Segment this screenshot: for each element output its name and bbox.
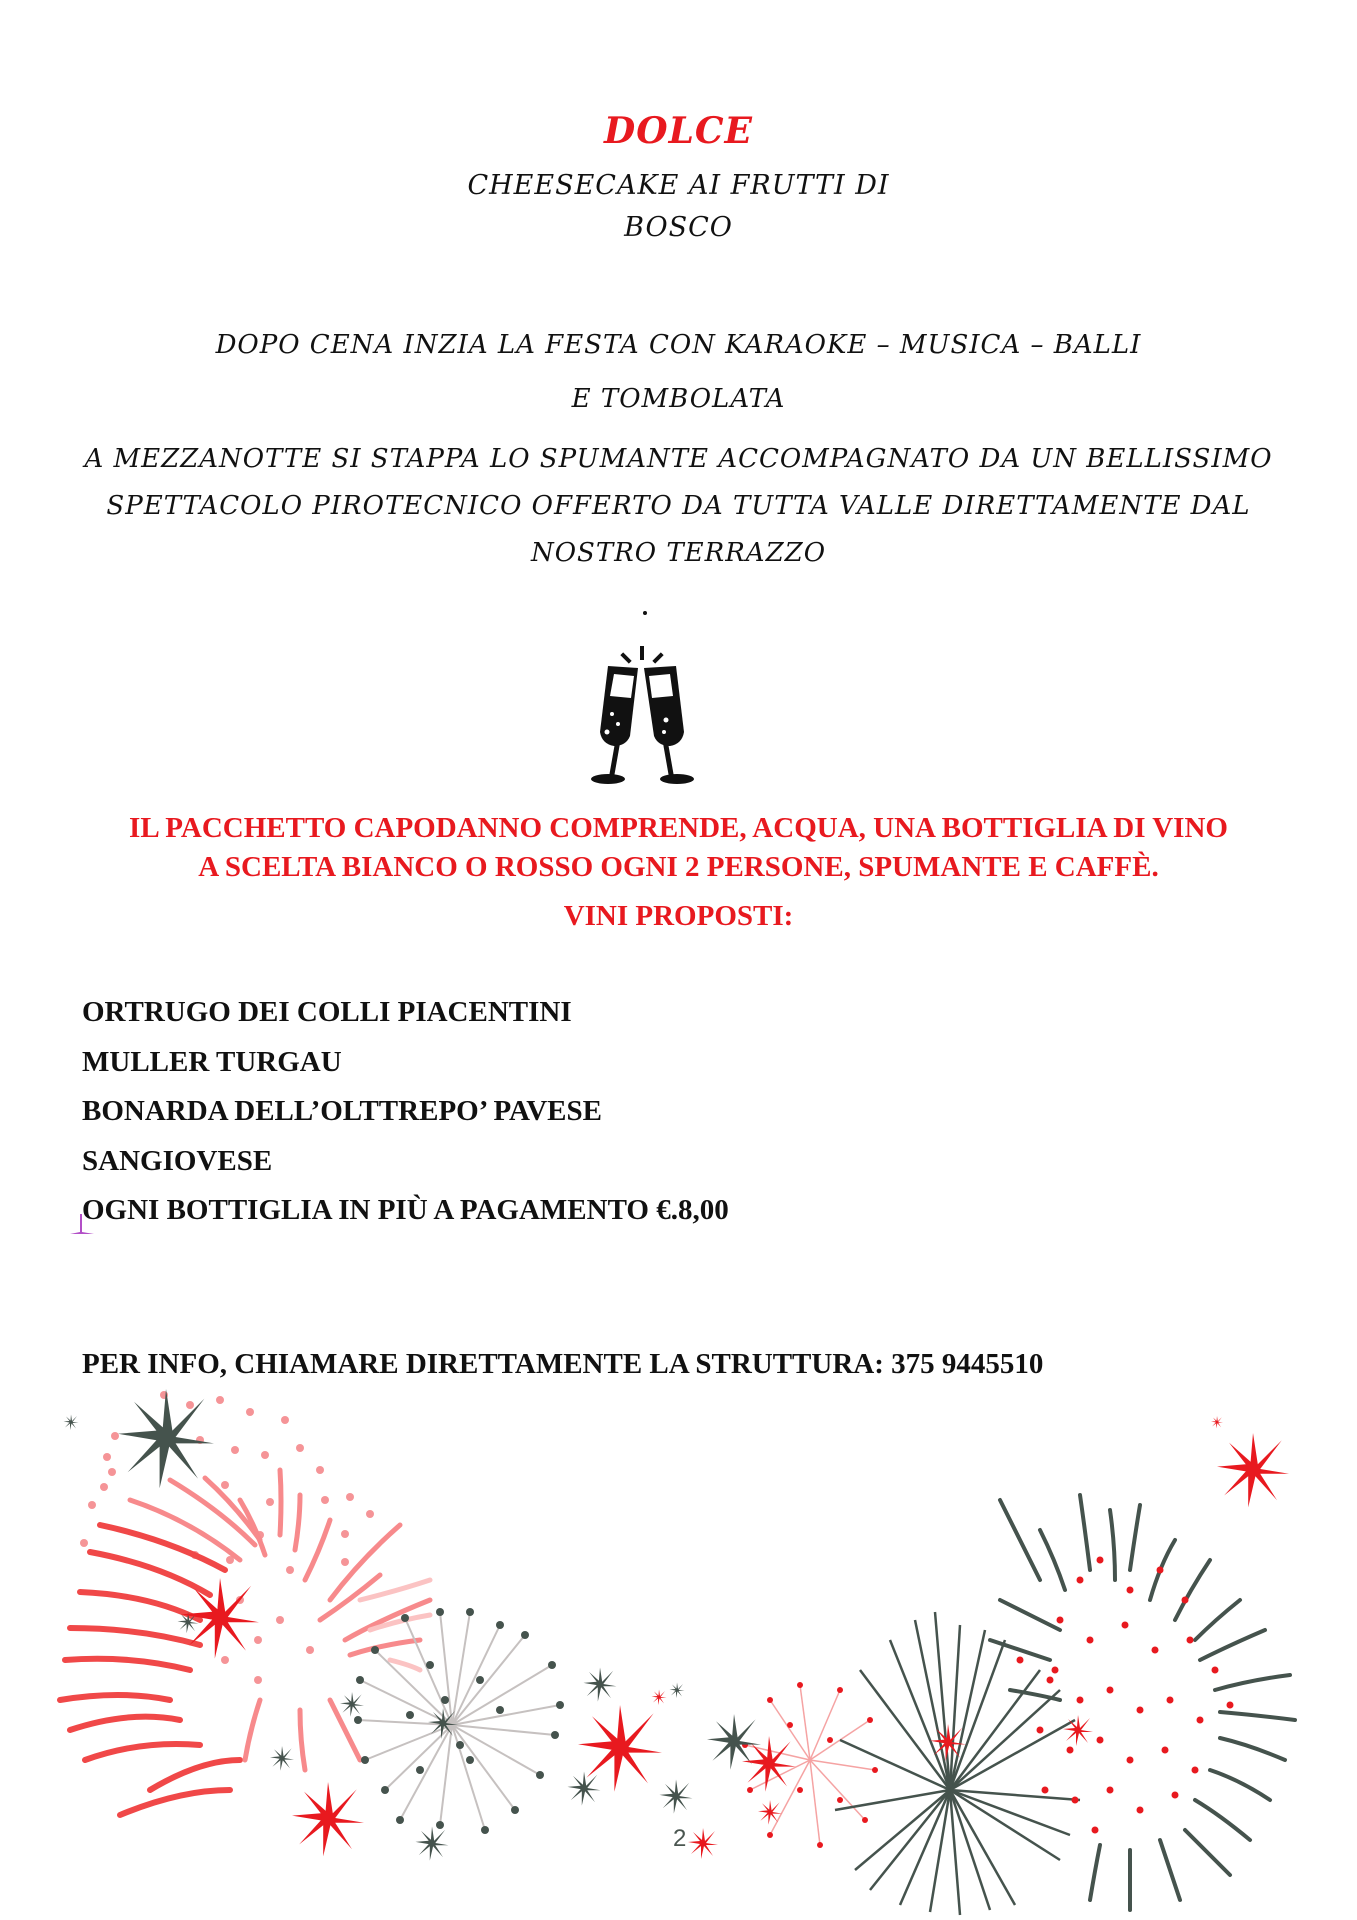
wine-item: ORTRUGO DEI COLLI PIACENTINI [82, 996, 572, 1028]
wines-heading: VINI PROPOSTI: [563, 900, 794, 932]
party-line-4: SPETTACOLO PIROTECNICO OFFERTO DA TUTTA VALLE DIRETTAMENTE DAL [106, 491, 1251, 521]
wine-item: BONARDA DELL’OLTTREPO’ PAVESE [82, 1095, 602, 1127]
dessert-item-line-1: CHEESECAKE AI FRUTTI DI [467, 170, 890, 201]
party-line-1: DOPO CENA INZIA LA FESTA CON KARAOKE – MUSICA – BALLI [215, 330, 1142, 360]
champagne-glasses-toast-icon [586, 646, 698, 786]
wine-item: MULLER TURGAU [82, 1045, 342, 1078]
party-line-3: A MEZZANOTTE SI STAPPA LO SPUMANTE ACCOMPAGNATO DA UN BELLISSIMO [84, 444, 1273, 474]
dessert-heading: DOLCE [604, 110, 753, 152]
package-line-2: A SCELTA BIANCO O ROSSO OGNI 2 PERSONE, SPUMANTE E CAFFÈ. [198, 851, 1159, 883]
party-line-2: E TOMBOLATA [571, 384, 786, 414]
wine-list [82, 995, 729, 1243]
party-line-5: NOSTRO TERRAZZO [530, 538, 827, 568]
contact-info: PER INFO, CHIAMARE DIRETTAMENTE LA STRUTTURA: 375 9445510 [82, 1348, 1044, 1380]
separator-dot [643, 611, 647, 615]
page-number: 2 [673, 1825, 687, 1852]
anchor-marker-icon [68, 1212, 98, 1238]
wine-item: SANGIOVESE [82, 1144, 273, 1177]
package-line-1: IL PACCHETTO CAPODANNO COMPRENDE, ACQUA, UNA BOTTIGLIA DI VINO [129, 812, 1228, 844]
dessert-item-line-2: BOSCO [624, 212, 733, 243]
extra-bottle-note: OGNI BOTTIGLIA IN PIÙ A PAGAMENTO €.8,00 [82, 1194, 729, 1226]
